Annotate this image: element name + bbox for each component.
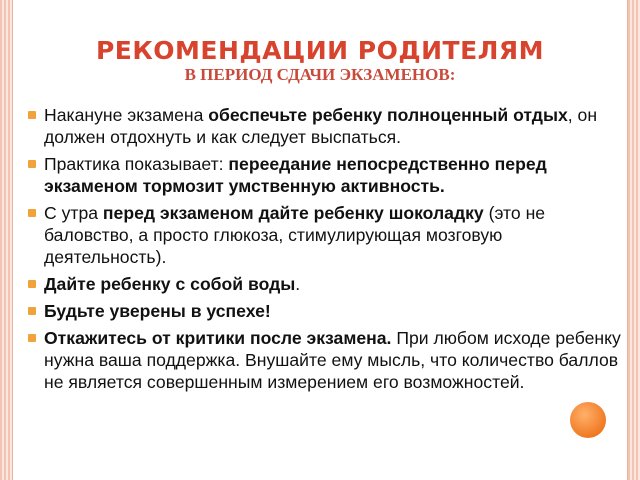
item-text: (это не баловство, а просто глюкоза, стимулирующая мозговую деятельность). xyxy=(44,203,546,267)
bullet-square-icon xyxy=(28,307,36,315)
recommendation-chocolate xyxy=(28,202,626,268)
bullet-square-icon xyxy=(28,209,36,217)
orange-circle-decoration xyxy=(570,402,606,438)
recommendation-confidence xyxy=(28,300,626,322)
bullet-square-icon xyxy=(28,334,36,342)
item-bold-text: Дайте ребенку с собой воды xyxy=(44,274,296,294)
recommendation-rest xyxy=(28,104,626,148)
recommendation-water xyxy=(28,273,626,295)
item-bold-text: переедание непосредственно перед экзаменом тормозит умственную активность. xyxy=(44,154,547,196)
recommendations-list xyxy=(28,104,626,398)
slide-title: РЕКОМЕНДАЦИИ РОДИТЕЛЯМ xyxy=(95,36,545,65)
item-text: , он должен отдохнуть и как следует выспаться. xyxy=(44,105,598,147)
item-text: При любом исходе ребенку нужна ваша поддержка. Внушайте ему мысль, что количество баллов не является совершенным измерением его возможностей. xyxy=(44,328,621,392)
item-bold-text: Откажитесь от критики после экзамена. xyxy=(44,328,392,348)
bullet-square-icon xyxy=(28,280,36,288)
item-text: С утра xyxy=(44,203,103,223)
bullet-square-icon xyxy=(28,160,36,168)
slide-header xyxy=(0,36,640,84)
recommendation-overeating xyxy=(28,153,626,197)
item-text: . xyxy=(295,274,301,294)
item-text: Практика показывает: xyxy=(44,154,229,174)
recommendation-no-criticism xyxy=(28,327,626,393)
slide-subtitle: В ПЕРИОД СДАЧИ ЭКЗАМЕНОВ: xyxy=(184,65,456,84)
bullet-square-icon xyxy=(28,111,36,119)
item-bold-text: обеспечьте ребенку полноценный отдых xyxy=(208,105,568,125)
item-text: Накануне экзамена xyxy=(44,105,209,125)
item-bold-text: Будьте уверены в успехе! xyxy=(44,301,271,321)
item-bold-text: перед экзаменом дайте ребенку шоколадку xyxy=(102,203,484,223)
